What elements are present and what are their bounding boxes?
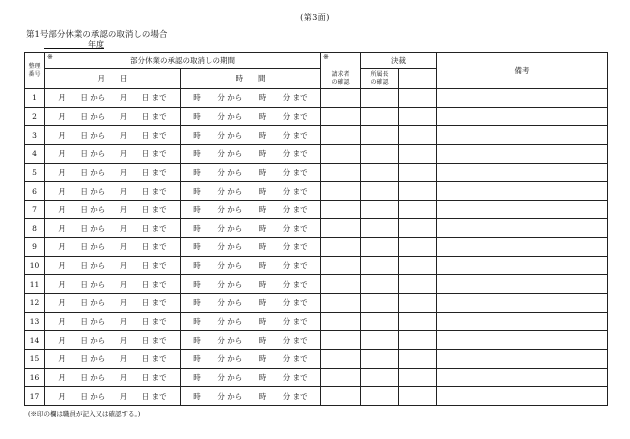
date-header: 月 日 xyxy=(45,69,181,89)
date-part: 日 から xyxy=(80,372,106,382)
approval-blank-cell[interactable] xyxy=(399,89,437,108)
time-cell[interactable] xyxy=(181,275,321,294)
time-part: 分 まで xyxy=(282,93,308,103)
time-part: 分 まで xyxy=(282,335,308,345)
date-part: 月 xyxy=(58,130,66,140)
time-part: 時 xyxy=(258,391,267,401)
approval-blank-cell[interactable] xyxy=(399,387,437,406)
date-part: 月 xyxy=(119,130,128,140)
time-part: 分 から xyxy=(217,93,243,103)
remarks-cell[interactable] xyxy=(437,294,608,313)
time-cell[interactable] xyxy=(181,182,321,201)
table-row xyxy=(25,275,608,294)
chief-check-cell[interactable] xyxy=(361,200,399,219)
chief-check-cell[interactable] xyxy=(361,275,399,294)
date-part: 日 から xyxy=(80,391,106,401)
date-part: 月 xyxy=(119,335,128,345)
time-part: 分 から xyxy=(217,335,243,345)
date-part: 月 xyxy=(119,149,128,159)
approval-blank-cell[interactable] xyxy=(399,219,437,238)
chief-check-cell[interactable] xyxy=(361,163,399,182)
requester-check-cell[interactable] xyxy=(321,200,361,219)
time-part: 時 xyxy=(258,298,267,308)
serial-number-header: 整理 番号 xyxy=(25,53,45,89)
time-part: 分 まで xyxy=(282,317,308,326)
approval-blank-cell[interactable] xyxy=(399,200,437,219)
chief-check-cell[interactable] xyxy=(361,331,399,350)
date-cell[interactable] xyxy=(45,368,181,387)
time-cell[interactable] xyxy=(181,387,321,406)
requester-check-cell[interactable] xyxy=(321,331,361,350)
date-cell[interactable] xyxy=(45,107,181,126)
remarks-cell[interactable] xyxy=(437,144,608,163)
date-part: 日 まで xyxy=(141,130,167,140)
chief-check-header: 所属長 の確認 xyxy=(361,69,399,89)
date-part: 日 まで xyxy=(141,167,167,177)
date-part: 日 まで xyxy=(141,93,167,103)
time-part: 時 xyxy=(258,93,267,103)
date-part: 月 xyxy=(119,242,128,252)
date-part: 日 から xyxy=(80,261,106,271)
time-part: 分 から xyxy=(217,223,243,233)
date-part: 月 xyxy=(58,167,66,177)
time-part: 時 xyxy=(193,93,201,103)
date-part: 月 xyxy=(58,242,66,252)
chief-check-cell[interactable] xyxy=(361,387,399,406)
date-part: 日 まで xyxy=(141,261,167,271)
time-part: 時 xyxy=(258,167,267,177)
time-part: 時 xyxy=(193,186,201,196)
date-part: 月 xyxy=(58,317,66,326)
time-part: 時 xyxy=(258,242,267,252)
footnote: (※印の欄は職員が記入又は確認する。) xyxy=(28,410,141,418)
time-cell[interactable] xyxy=(181,163,321,182)
table-row xyxy=(25,182,608,201)
remarks-header: 備考 xyxy=(437,53,608,89)
date-part: 日 から xyxy=(80,279,106,289)
date-part: 日 から xyxy=(80,205,106,215)
requester-check-cell[interactable] xyxy=(321,294,361,313)
date-part: 月 xyxy=(58,391,66,401)
time-part: 分 から xyxy=(217,130,243,140)
date-cell[interactable] xyxy=(45,349,181,368)
date-part: 日 まで xyxy=(141,186,167,196)
date-part: 日 から xyxy=(80,298,106,308)
chief-check-cell[interactable] xyxy=(361,368,399,387)
remarks-cell[interactable] xyxy=(437,256,608,275)
date-part: 日 まで xyxy=(141,242,167,252)
row-number: 5 xyxy=(25,163,45,182)
row-number: 14 xyxy=(25,331,45,350)
date-part: 日 まで xyxy=(141,223,167,233)
date-cell[interactable] xyxy=(45,182,181,201)
chief-check-cell[interactable] xyxy=(361,182,399,201)
chief-check-cell[interactable] xyxy=(361,349,399,368)
date-cell[interactable] xyxy=(45,144,181,163)
chief-check-cell[interactable] xyxy=(361,144,399,163)
requester-check-cell[interactable] xyxy=(321,387,361,406)
time-cell[interactable] xyxy=(181,312,321,331)
time-part: 分 まで xyxy=(282,223,308,233)
requester-check-cell[interactable] xyxy=(321,368,361,387)
requester-check-cell[interactable] xyxy=(321,275,361,294)
approval-blank-cell[interactable] xyxy=(399,182,437,201)
time-cell[interactable] xyxy=(181,349,321,368)
cancellation-table xyxy=(24,52,608,406)
approval-header: 決裁 xyxy=(361,53,437,69)
approval-blank-cell[interactable] xyxy=(399,331,437,350)
time-part: 分 まで xyxy=(282,372,308,382)
chief-check-cell[interactable] xyxy=(361,89,399,108)
time-part: 時 xyxy=(193,111,201,121)
requester-check-cell[interactable] xyxy=(321,182,361,201)
date-part: 月 xyxy=(58,149,66,159)
time-part: 分 から xyxy=(217,167,243,177)
time-part: 時 xyxy=(258,261,267,271)
table-row xyxy=(25,89,608,108)
date-part: 日 から xyxy=(80,130,106,140)
row-number: 16 xyxy=(25,368,45,387)
date-part: 日 まで xyxy=(141,279,167,289)
time-part: 分 から xyxy=(217,279,243,289)
table-row xyxy=(25,256,608,275)
time-part: 分 から xyxy=(217,298,243,308)
date-part: 日 から xyxy=(80,167,106,177)
time-part: 分 まで xyxy=(282,261,308,271)
time-part: 分 まで xyxy=(282,167,308,177)
date-cell[interactable] xyxy=(45,294,181,313)
row-number: 13 xyxy=(25,312,45,331)
time-cell[interactable] xyxy=(181,238,321,257)
table-row xyxy=(25,294,608,313)
time-cell[interactable] xyxy=(181,368,321,387)
date-part: 月 xyxy=(119,223,128,233)
date-part: 日 まで xyxy=(141,354,167,364)
date-cell[interactable] xyxy=(45,200,181,219)
requester-check-cell[interactable] xyxy=(321,163,361,182)
date-cell[interactable] xyxy=(45,163,181,182)
time-cell[interactable] xyxy=(181,256,321,275)
table-row xyxy=(25,387,608,406)
remarks-cell[interactable] xyxy=(437,312,608,331)
date-part: 月 xyxy=(119,111,128,121)
date-part: 月 xyxy=(119,354,128,364)
date-cell[interactable] xyxy=(45,126,181,145)
table-row xyxy=(25,163,608,182)
time-part: 分 から xyxy=(217,111,243,121)
date-part: 月 xyxy=(119,186,128,196)
date-part: 月 xyxy=(58,372,66,382)
table-row xyxy=(25,144,608,163)
requester-check-cell[interactable] xyxy=(321,144,361,163)
date-part: 月 xyxy=(119,93,128,103)
time-part: 時 xyxy=(193,242,201,252)
time-part: 時 xyxy=(193,261,201,271)
time-cell[interactable] xyxy=(181,331,321,350)
table-row xyxy=(25,331,608,350)
period-header-label: 部分休業の承認の取消しの期間 xyxy=(130,56,235,65)
date-part: 月 xyxy=(58,261,66,271)
year-label: 年度 xyxy=(88,40,104,49)
time-cell[interactable] xyxy=(181,200,321,219)
approval-blank-cell[interactable] xyxy=(399,144,437,163)
time-part: 分 まで xyxy=(282,149,308,159)
chief-check-cell[interactable] xyxy=(361,312,399,331)
chief-check-cell[interactable] xyxy=(361,107,399,126)
chief-check-cell[interactable] xyxy=(361,294,399,313)
approval-blank-header xyxy=(399,69,437,89)
time-cell[interactable] xyxy=(181,294,321,313)
chief-check-cell[interactable] xyxy=(361,256,399,275)
requester-check-label: 請求者 の確認 xyxy=(331,71,350,86)
date-part: 日 から xyxy=(80,242,106,252)
date-part: 日 から xyxy=(80,111,106,121)
time-cell[interactable] xyxy=(181,219,321,238)
time-part: 時 xyxy=(258,335,267,345)
table-row xyxy=(25,368,608,387)
requester-check-cell[interactable] xyxy=(321,349,361,368)
date-cell[interactable] xyxy=(45,275,181,294)
remarks-cell[interactable] xyxy=(437,349,608,368)
time-part: 分 から xyxy=(217,391,243,401)
time-header: 時 間 xyxy=(181,69,321,89)
time-part: 時 xyxy=(193,205,201,215)
requester-check-header xyxy=(321,53,361,89)
remarks-cell[interactable] xyxy=(437,107,608,126)
form-title: 第1号部分休業の承認の取消しの場合 xyxy=(26,30,168,40)
time-part: 時 xyxy=(193,223,201,233)
table-row xyxy=(25,238,608,257)
time-part: 分 まで xyxy=(282,205,308,215)
date-part: 日 まで xyxy=(141,317,167,326)
approval-blank-cell[interactable] xyxy=(399,349,437,368)
date-part: 月 xyxy=(58,223,66,233)
date-part: 日 まで xyxy=(141,391,167,401)
requester-check-cell[interactable] xyxy=(321,238,361,257)
staff-mark: ※ xyxy=(47,53,53,61)
time-cell[interactable] xyxy=(181,144,321,163)
row-number: 1 xyxy=(25,89,45,108)
time-part: 分 まで xyxy=(282,354,308,364)
approval-blank-cell[interactable] xyxy=(399,238,437,257)
row-number: 8 xyxy=(25,219,45,238)
date-part: 日 まで xyxy=(141,298,167,308)
date-part: 月 xyxy=(58,298,66,308)
time-part: 時 xyxy=(258,186,267,196)
chief-check-cell[interactable] xyxy=(361,219,399,238)
time-part: 時 xyxy=(258,149,267,159)
time-part: 分 まで xyxy=(282,391,308,401)
remarks-cell[interactable] xyxy=(437,182,608,201)
date-part: 月 xyxy=(58,111,66,121)
row-number: 2 xyxy=(25,107,45,126)
date-part: 月 xyxy=(119,167,128,177)
date-part: 月 xyxy=(119,298,128,308)
approval-blank-cell[interactable] xyxy=(399,275,437,294)
date-part: 月 xyxy=(58,186,66,196)
date-part: 月 xyxy=(58,279,66,289)
row-number: 9 xyxy=(25,238,45,257)
requester-check-cell[interactable] xyxy=(321,256,361,275)
date-cell[interactable] xyxy=(45,256,181,275)
time-part: 分 から xyxy=(217,205,243,215)
time-part: 時 xyxy=(258,130,267,140)
date-part: 月 xyxy=(58,93,66,103)
table-row xyxy=(25,219,608,238)
remarks-cell[interactable] xyxy=(437,238,608,257)
date-cell[interactable] xyxy=(45,387,181,406)
time-cell[interactable] xyxy=(181,107,321,126)
date-part: 日 から xyxy=(80,186,106,196)
requester-check-cell[interactable] xyxy=(321,219,361,238)
date-part: 日 まで xyxy=(141,149,167,159)
date-cell[interactable] xyxy=(45,312,181,331)
remarks-cell[interactable] xyxy=(437,200,608,219)
time-part: 分 まで xyxy=(282,186,308,196)
row-number: 4 xyxy=(25,144,45,163)
time-part: 時 xyxy=(193,372,201,382)
row-number: 3 xyxy=(25,126,45,145)
date-part: 月 xyxy=(119,279,128,289)
date-part: 日 から xyxy=(80,223,106,233)
approval-blank-cell[interactable] xyxy=(399,107,437,126)
date-part: 日 まで xyxy=(141,205,167,215)
table-row xyxy=(25,312,608,331)
date-part: 月 xyxy=(119,391,128,401)
date-part: 日 から xyxy=(80,317,106,326)
staff-mark-2: ※ xyxy=(323,53,329,61)
time-part: 時 xyxy=(193,317,201,326)
remarks-cell[interactable] xyxy=(437,387,608,406)
period-header xyxy=(45,53,321,69)
time-part: 分 まで xyxy=(282,279,308,289)
approval-blank-cell[interactable] xyxy=(399,163,437,182)
time-part: 時 xyxy=(258,111,267,121)
date-part: 日 から xyxy=(80,354,106,364)
time-part: 分 まで xyxy=(282,111,308,121)
time-part: 時 xyxy=(258,317,267,326)
row-number: 7 xyxy=(25,200,45,219)
time-cell[interactable] xyxy=(181,126,321,145)
chief-check-cell[interactable] xyxy=(361,126,399,145)
remarks-cell[interactable] xyxy=(437,219,608,238)
time-part: 時 xyxy=(258,223,267,233)
requester-check-cell[interactable] xyxy=(321,89,361,108)
time-cell[interactable] xyxy=(181,89,321,108)
date-part: 月 xyxy=(58,335,66,345)
table-row xyxy=(25,107,608,126)
date-part: 日 まで xyxy=(141,372,167,382)
date-part: 月 xyxy=(119,205,128,215)
approval-blank-cell[interactable] xyxy=(399,312,437,331)
time-part: 時 xyxy=(258,372,267,382)
time-part: 分 から xyxy=(217,261,243,271)
chief-check-cell[interactable] xyxy=(361,238,399,257)
row-number: 10 xyxy=(25,256,45,275)
date-part: 日 まで xyxy=(141,335,167,345)
date-part: 月 xyxy=(119,372,128,382)
row-number: 17 xyxy=(25,387,45,406)
approval-blank-cell[interactable] xyxy=(399,368,437,387)
time-part: 分 から xyxy=(217,317,243,326)
row-number: 6 xyxy=(25,182,45,201)
remarks-cell[interactable] xyxy=(437,275,608,294)
remarks-cell[interactable] xyxy=(437,126,608,145)
date-cell[interactable] xyxy=(45,238,181,257)
approval-blank-cell[interactable] xyxy=(399,294,437,313)
approval-blank-cell[interactable] xyxy=(399,256,437,275)
requester-check-cell[interactable] xyxy=(321,126,361,145)
date-part: 日 から xyxy=(80,93,106,103)
time-part: 分 まで xyxy=(282,298,308,308)
time-part: 分 から xyxy=(217,372,243,382)
time-part: 時 xyxy=(193,298,201,308)
remarks-cell[interactable] xyxy=(437,163,608,182)
time-part: 分 まで xyxy=(282,130,308,140)
date-part: 日 から xyxy=(80,335,106,345)
time-part: 時 xyxy=(258,354,267,364)
date-cell[interactable] xyxy=(45,89,181,108)
date-part: 日 から xyxy=(80,149,106,159)
time-part: 時 xyxy=(258,205,267,215)
row-number: 12 xyxy=(25,294,45,313)
row-number: 11 xyxy=(25,275,45,294)
time-part: 分 から xyxy=(217,354,243,364)
time-part: 分 まで xyxy=(282,242,308,252)
date-part: 月 xyxy=(119,261,128,271)
table-row xyxy=(25,126,608,145)
time-part: 時 xyxy=(193,354,201,364)
page-number: (第3面) xyxy=(300,13,330,22)
time-part: 時 xyxy=(193,391,201,401)
table-row xyxy=(25,349,608,368)
date-part: 日 まで xyxy=(141,111,167,121)
remarks-cell[interactable] xyxy=(437,368,608,387)
time-part: 時 xyxy=(258,279,267,289)
time-part: 時 xyxy=(193,167,201,177)
requester-check-cell[interactable] xyxy=(321,312,361,331)
date-part: 月 xyxy=(58,354,66,364)
time-part: 分 から xyxy=(217,186,243,196)
time-part: 分 から xyxy=(217,149,243,159)
time-part: 時 xyxy=(193,149,201,159)
time-part: 時 xyxy=(193,130,201,140)
date-cell[interactable] xyxy=(45,219,181,238)
time-part: 時 xyxy=(193,335,201,345)
table-row xyxy=(25,200,608,219)
remarks-cell[interactable] xyxy=(437,89,608,108)
approval-blank-cell[interactable] xyxy=(399,126,437,145)
date-part: 月 xyxy=(58,205,66,215)
time-part: 時 xyxy=(193,279,201,289)
date-cell[interactable] xyxy=(45,331,181,350)
requester-check-cell[interactable] xyxy=(321,107,361,126)
row-number: 15 xyxy=(25,349,45,368)
date-part: 月 xyxy=(119,317,128,326)
time-part: 分 から xyxy=(217,242,243,252)
remarks-cell[interactable] xyxy=(437,331,608,350)
